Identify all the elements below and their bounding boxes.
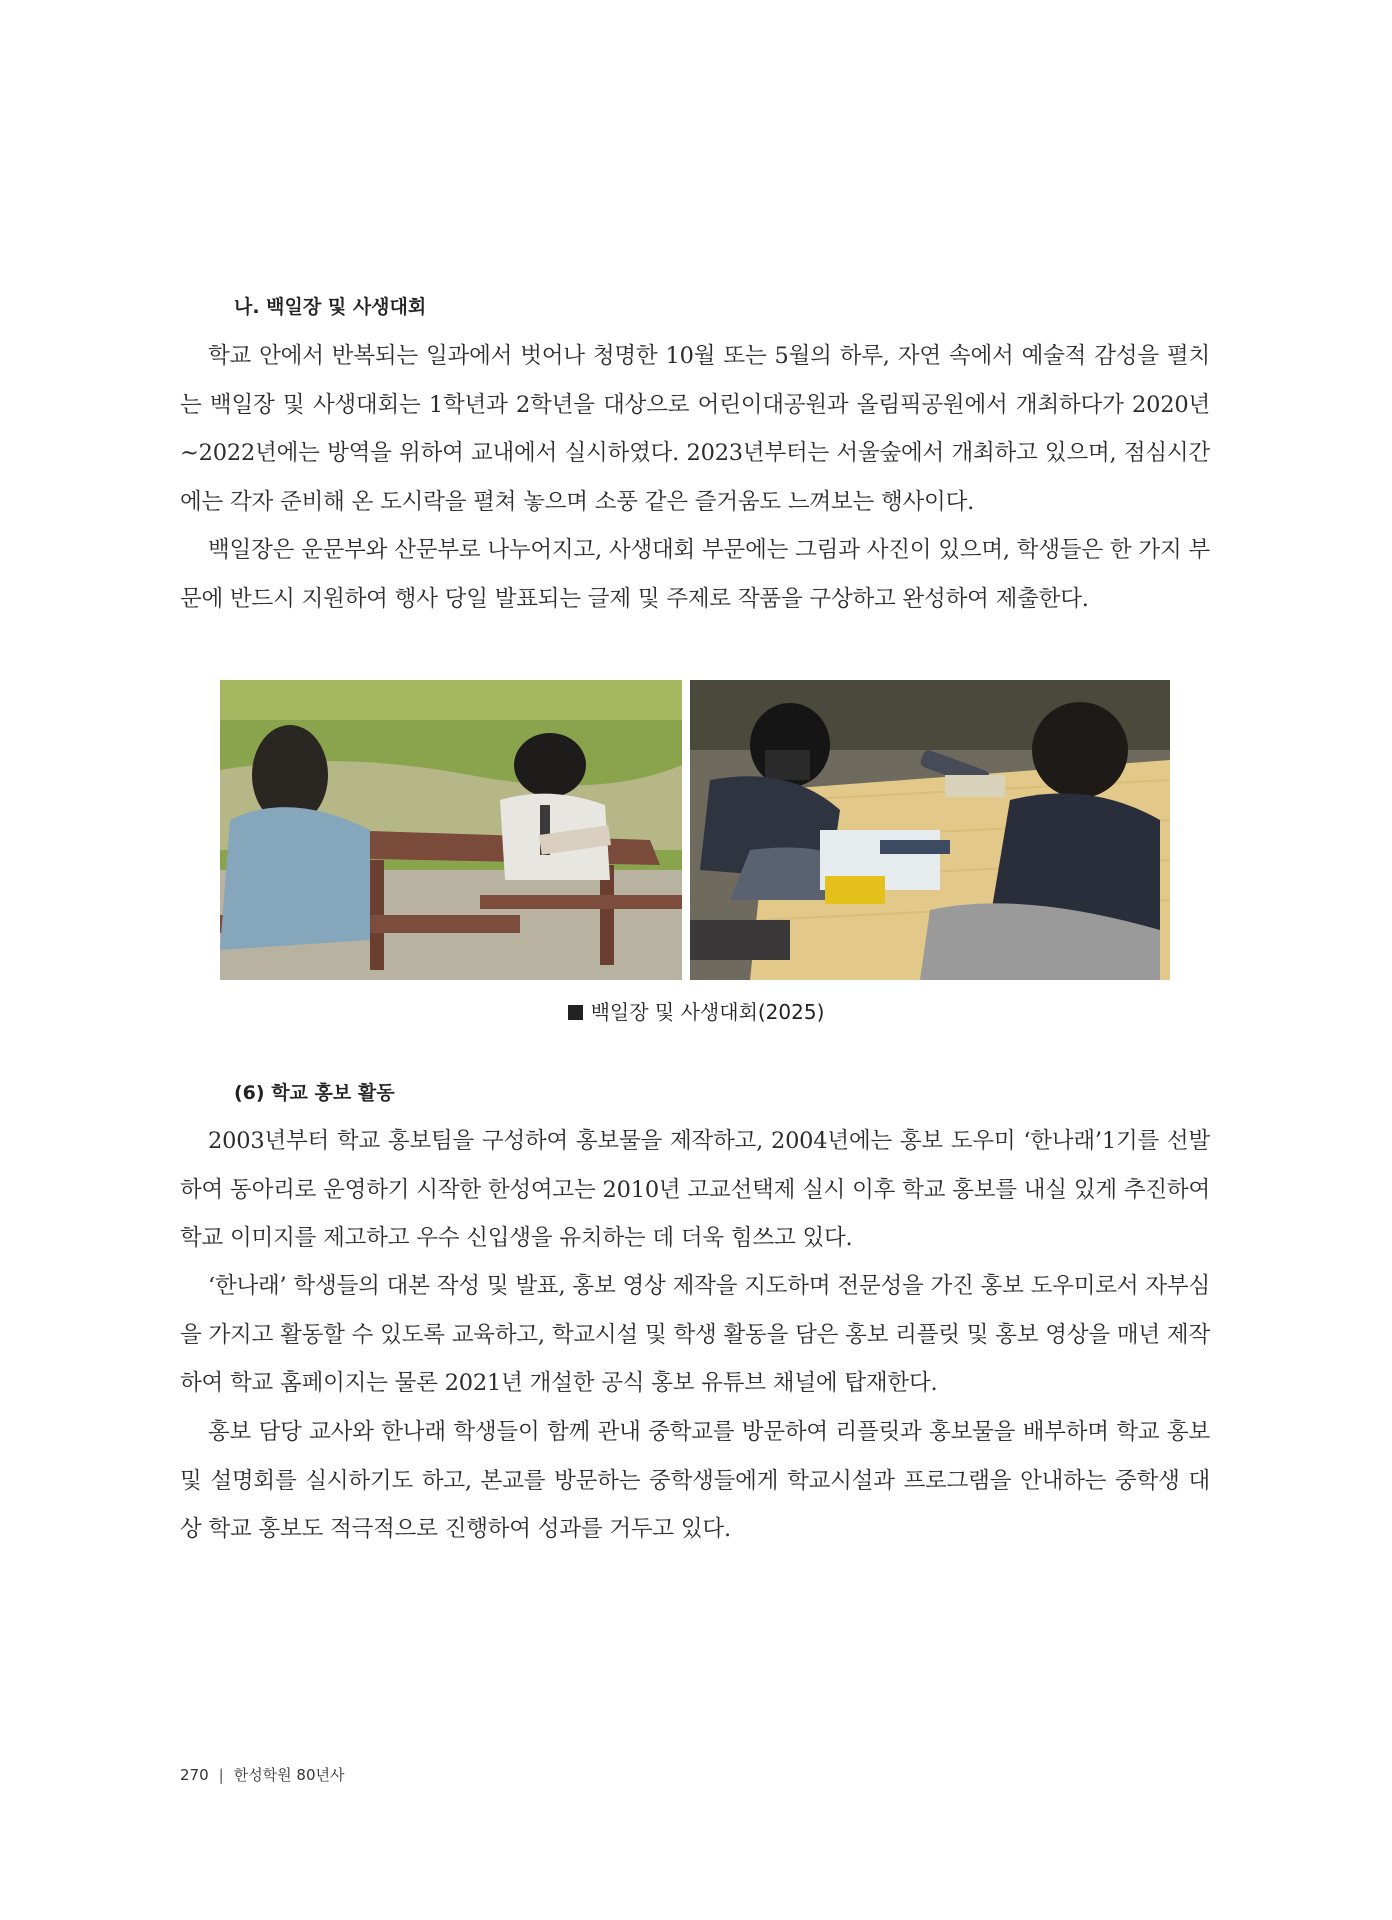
section-heading-baekiljang: 나. 백일장 및 사생대회: [234, 296, 427, 318]
paragraph: 백일장은 운문부와 산문부로 나누어지고, 사생대회 부문에는 그림과 사진이 있으며, 학생들은 한 가지 부문에 반드시 지원하여 행사 당일 발표되는 글제 및 주제로 작품을 구상하고 완성하여 제출한다.: [180, 537, 1210, 612]
page-number: 270: [180, 1766, 209, 1784]
photo-students-drawing-at-picnic-table: [220, 680, 682, 980]
page-footer: [180, 1764, 345, 1785]
paragraph: 2003년부터 학교 홍보팀을 구성하여 홍보물을 제작하고, 2004년에는 홍보 도우미 ‘한나래’1기를 선발하여 동아리로 운영하기 시작한 한성여고는 2010년 고교선택제 실시 이후 학교 홍보를 내실 있게 추진하여 학교 이미지를 제고하고 우수 신입생을 유치하는 데 더욱 힘쓰고 있다.: [180, 1128, 1210, 1251]
square-bullet-icon: [568, 1005, 583, 1020]
figure-caption: [0, 996, 1392, 1025]
book-title: 한성학원 80년사: [233, 1766, 345, 1784]
footer-separator: |: [218, 1766, 224, 1784]
paragraph: 학교 안에서 반복되는 일과에서 벗어나 청명한 10월 또는 5월의 하루, 자연 속에서 예술적 감성을 펼치는 백일장 및 사생대회는 1학년과 2학년을 대상으로 어린이대공원과 올림픽공원에서 개최하다가 2020년~2022년에는 방역을 위하여 교내에서 실시하였다. 2023년부터는 서울숲에서 개최하고 있으며, 점심시간에는 각자 준비해 온 도시락을 펼쳐 놓으며 소풍 같은 즐거움도 느껴보는 행사이다.: [180, 343, 1210, 515]
paragraph: ‘한나래’ 학생들의 대본 작성 및 발표, 홍보 영상 제작을 지도하며 전문성을 가진 홍보 도우미로서 자부심을 가지고 활동할 수 있도록 교육하고, 학교시설 및 학생 활동을 담은 홍보 리플릿 및 홍보 영상을 매년 제작하여 학교 홈페이지는 물론 2021년 개설한 공식 홍보 유튜브 채널에 탑재한다.: [180, 1273, 1210, 1396]
caption-text: 백일장 및 사생대회(2025): [590, 1000, 825, 1024]
paragraph: 홍보 담당 교사와 한나래 학생들이 함께 관내 중학교를 방문하여 리플릿과 홍보물을 배부하며 학교 홍보 및 설명회를 실시하기도 하고, 본교를 방문하는 중학생들에게 학교시설과 프로그램을 안내하는 중학생 대상 학교 홍보도 적극적으로 진행하여 성과를 거두고 있다.: [180, 1419, 1210, 1542]
section-heading-school-promotion: (6) 학교 홍보 활동: [234, 1082, 395, 1104]
photo-students-painting-on-mat: [690, 680, 1170, 980]
